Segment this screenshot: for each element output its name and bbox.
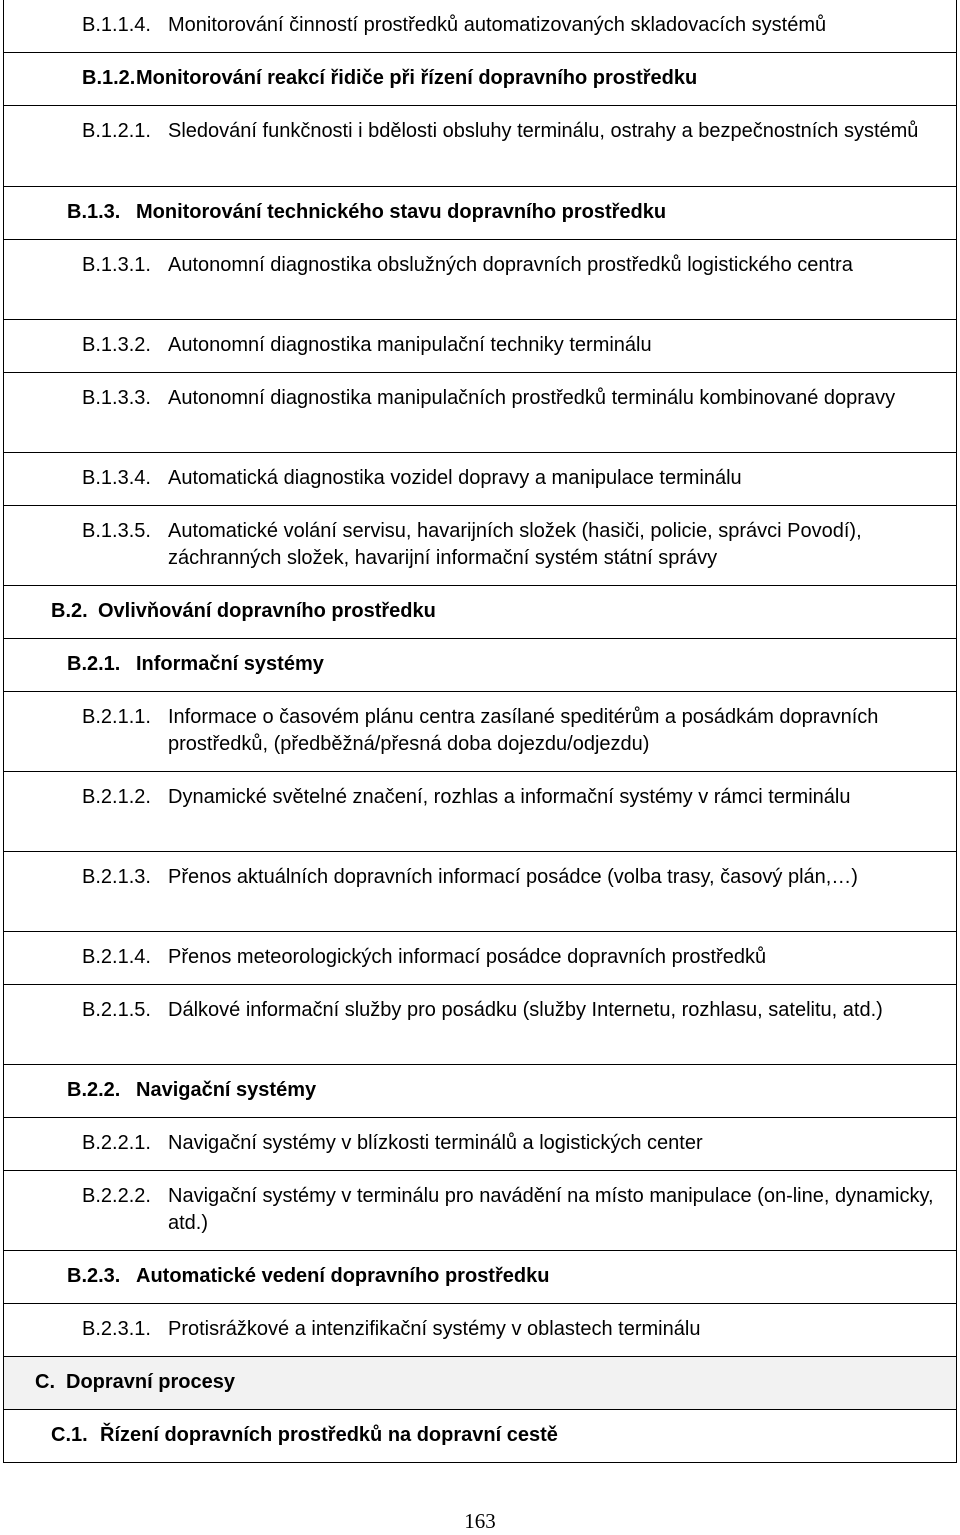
outline-row bbox=[4, 319, 956, 372]
item-text: Monitorování činností prostředků automatizovaných skladovacích systémů bbox=[168, 14, 827, 36]
outline-row bbox=[4, 372, 956, 452]
item-code: C. bbox=[35, 1371, 55, 1393]
item-text: Automatická diagnostika vozidel dopravy a manipulace terminálu bbox=[168, 467, 742, 489]
outline-row bbox=[4, 585, 956, 638]
outline-row bbox=[4, 851, 956, 931]
outline-row bbox=[4, 1356, 956, 1409]
outline-row bbox=[4, 1303, 956, 1356]
item-text: Informační systémy bbox=[136, 653, 324, 675]
item-code: B.1.3.3. bbox=[82, 387, 151, 409]
item-text: Monitorování technického stavu dopravního prostředku bbox=[136, 201, 667, 223]
item-text: Automatické volání servisu, havarijních složek (hasiči, policie, správci Povodí), záchranných složek, havarijní informační systém státní správy bbox=[168, 520, 862, 569]
item-code: B.1.3.1. bbox=[82, 254, 151, 276]
item-text: Dynamické světelné značení, rozhlas a informační systémy v rámci terminálu bbox=[168, 786, 851, 808]
outline-row bbox=[4, 505, 956, 585]
item-text: Protisrážkové a intenzifikační systémy v oblastech terminálu bbox=[168, 1318, 701, 1340]
item-code: B.1.3.5. bbox=[82, 520, 151, 542]
item-code: B.2.2.2. bbox=[82, 1185, 151, 1207]
item-text: Přenos aktuálních dopravních informací posádce (volba trasy, časový plán,…) bbox=[168, 866, 858, 888]
outline-table bbox=[3, 0, 957, 1463]
item-code: B.2.1.5. bbox=[82, 999, 151, 1021]
item-text: Dopravní procesy bbox=[66, 1371, 235, 1393]
item-code: B.2.1.3. bbox=[82, 866, 151, 888]
item-code: B.2.2. bbox=[67, 1079, 121, 1101]
outline-row bbox=[4, 1170, 956, 1250]
outline-row bbox=[4, 105, 956, 186]
outline-row bbox=[4, 1409, 956, 1462]
item-code: B.1.1.4. bbox=[82, 14, 151, 36]
item-text: Sledování funkčnosti i bdělosti obsluhy terminálu, ostrahy a bezpečnostních systémů bbox=[168, 120, 919, 142]
item-text: Autonomní diagnostika manipulačních prostředků terminálu kombinované dopravy bbox=[168, 387, 896, 409]
item-code: B.2.3. bbox=[67, 1265, 121, 1287]
item-text: Autonomní diagnostika obslužných dopravních prostředků logistického centra bbox=[168, 254, 853, 276]
item-code: B.2.1. bbox=[67, 653, 121, 675]
outline-row bbox=[4, 239, 956, 319]
item-code: B.2.2.1. bbox=[82, 1132, 151, 1154]
page-number: 163 bbox=[464, 1509, 496, 1533]
item-text: Monitorování reakcí řidiče při řízení dopravního prostředku bbox=[136, 67, 698, 89]
outline-row bbox=[4, 1117, 956, 1170]
outline-row bbox=[4, 52, 956, 105]
item-code: B.1.2.1. bbox=[82, 120, 151, 142]
outline-row bbox=[4, 452, 956, 505]
item-text: Navigační systémy v blízkosti terminálů a logistických center bbox=[168, 1132, 703, 1154]
item-text: Informace o časovém plánu centra zasílané speditérům a posádkám dopravních prostředků, (předběžná/přesná doba dojezdu/odjezdu) bbox=[168, 706, 879, 755]
item-code: B.2. bbox=[51, 600, 88, 622]
item-code: B.1.3.4. bbox=[82, 467, 151, 489]
outline-row bbox=[4, 771, 956, 851]
item-text: Přenos meteorologických informací posádce dopravních prostředků bbox=[168, 946, 767, 968]
item-text: Ovlivňování dopravního prostředku bbox=[98, 600, 436, 622]
outline-row bbox=[4, 1064, 956, 1117]
outline-row bbox=[4, 1250, 956, 1303]
item-code: C.1. bbox=[51, 1424, 88, 1446]
item-text: Navigační systémy bbox=[136, 1079, 317, 1101]
item-text: Dálkové informační služby pro posádku (služby Internetu, rozhlasu, satelitu, atd.) bbox=[168, 999, 883, 1021]
item-code: B.1.3.2. bbox=[82, 334, 151, 356]
item-code: B.2.1.4. bbox=[82, 946, 151, 968]
item-text: Navigační systémy v terminálu pro navádění na místo manipulace (on-line, dynamicky, atd.) bbox=[168, 1185, 934, 1234]
item-code: B.2.1.2. bbox=[82, 786, 151, 808]
outline-row bbox=[4, 186, 956, 239]
item-text: Autonomní diagnostika manipulační techniky terminálu bbox=[168, 334, 652, 356]
item-code: B.2.1.1. bbox=[82, 706, 151, 728]
outline-row bbox=[4, 691, 956, 771]
outline-row bbox=[4, 931, 956, 984]
outline-row bbox=[4, 0, 956, 52]
outline-row bbox=[4, 984, 956, 1064]
outline-row bbox=[4, 638, 956, 691]
item-text: Automatické vedení dopravního prostředku bbox=[136, 1265, 550, 1287]
item-code: B.1.2. bbox=[82, 67, 136, 89]
item-code: B.2.3.1. bbox=[82, 1318, 151, 1340]
item-code: B.1.3. bbox=[67, 201, 121, 223]
item-text: Řízení dopravních prostředků na dopravní cestě bbox=[100, 1424, 558, 1446]
